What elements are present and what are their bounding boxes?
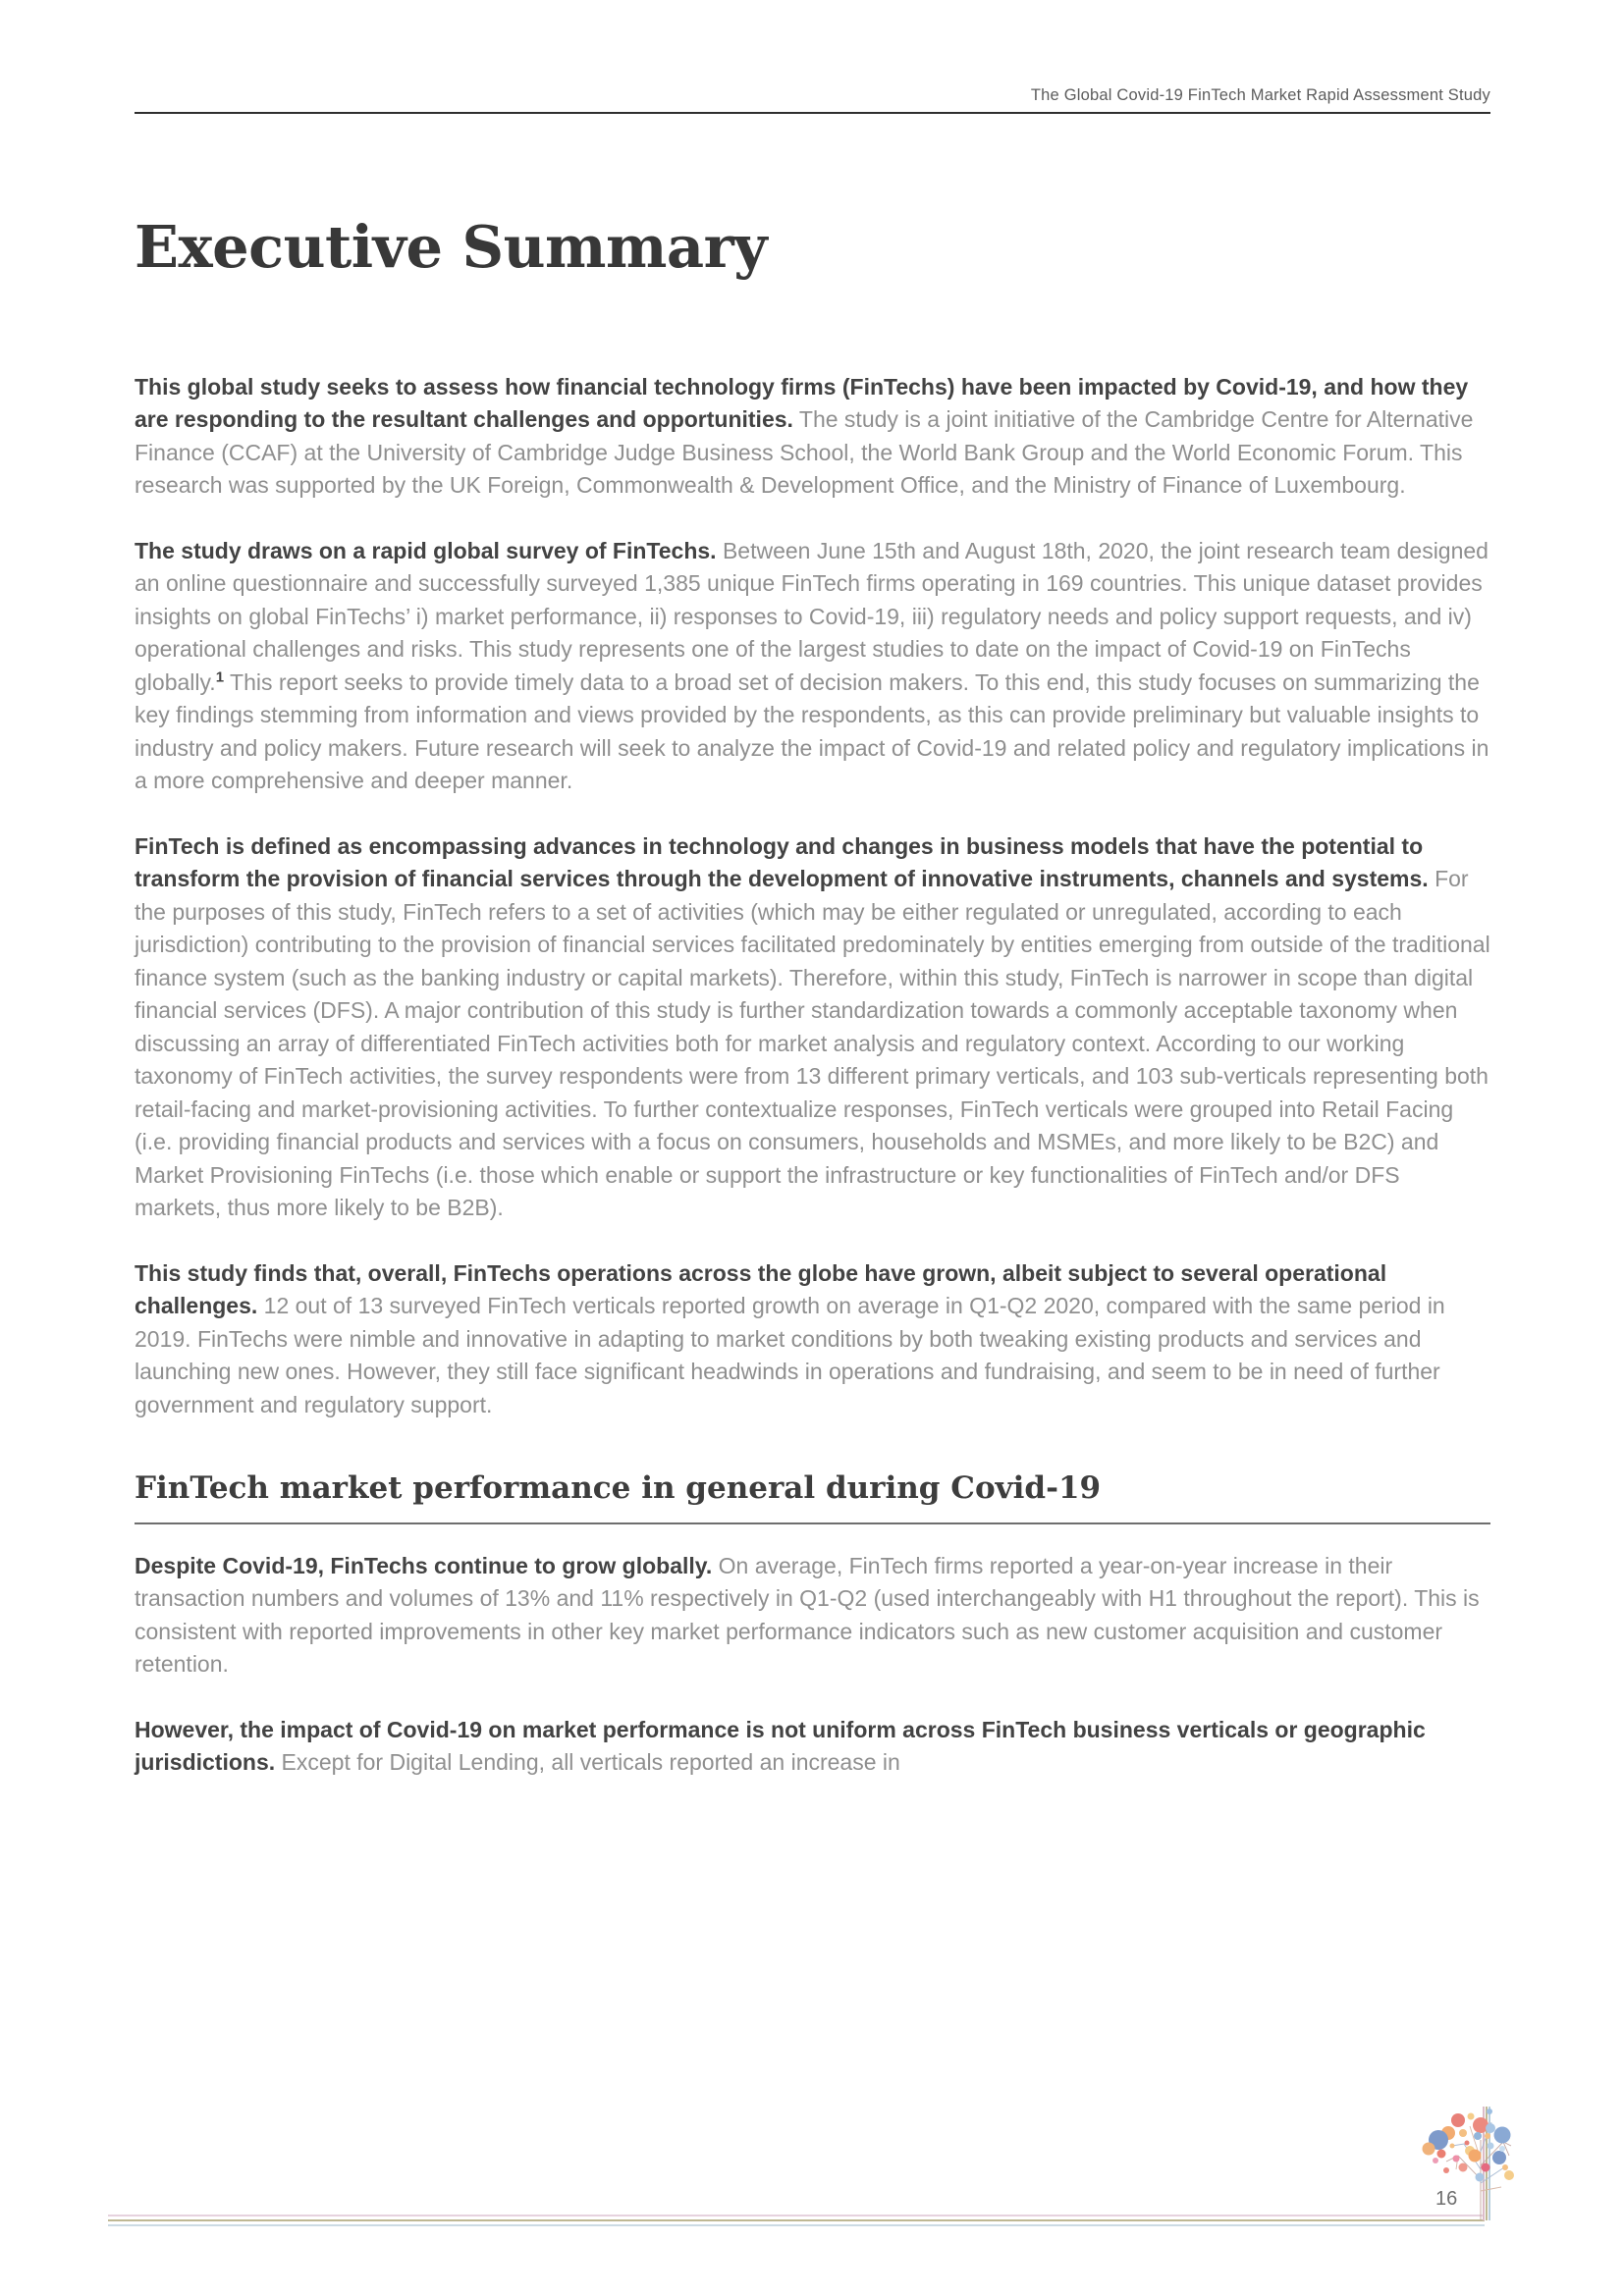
paragraph-body: Except for Digital Lending, all verticals reported an increase in: [281, 1749, 900, 1776]
paragraph-5: [135, 1550, 1490, 1682]
paragraph-body: Between June 15th and August 18th, 2020, the joint research team designed an online questionnaire and successfully surveyed 1,385 unique FinTech firms operating in 169 countries. This unique dataset provides insights on global FinTechs’ i) market performance, ii) responses to Covid-19, iii) regulatory needs and policy support requests, and iv) operational challenges and risks. This study represents one of the largest studies to date on the impact of Covid-19 on FinTechs globally.: [135, 537, 1489, 695]
header-rule: [135, 112, 1490, 114]
page-number: 16: [1435, 2188, 1458, 2210]
paragraph-lead: This study finds that, overall, FinTechs operations across the globe have grown, albeit subject to several operational challenges.: [135, 1259, 1387, 1319]
paragraph-body: On average, FinTech firms reported a year-on-year increase in their transaction numbers and volumes of 13% and 11% respectively in Q1-Q2 (used interchangeably with H1 throughout the report). This is consistent with reported improvements in other key market performance indicators such as new customer acquisition and customer retention.: [135, 1552, 1480, 1678]
page-title: Executive Summary: [135, 213, 767, 281]
paragraph-lead: Despite Covid-19, FinTechs continue to grow globally.: [135, 1552, 713, 1578]
paragraph-body: 12 out of 13 surveyed FinTech verticals reported growth on average in Q1-Q2 2020, compared with the same period in 2019. FinTechs were nimble and innovative in adapting to market conditions by both tweaking existing products and services and launching new ones. However, they still face significant headwinds in operations and fundraising, and seem to be in need of further government and regulatory support.: [135, 1293, 1445, 1417]
footnote-marker: 1: [215, 668, 225, 686]
paragraph-body: This report seeks to provide timely data to a broad set of decision makers. To this end, this study focuses on summarizing the key findings stemming from information and views provided by the respondents, as this can provide preliminary but valuable insights to industry and policy makers. Future research will seek to analyze the impact of Covid-19 and related policy and regulatory implications in a more comprehensive and deeper manner.: [135, 668, 1489, 794]
border-line-blue: [108, 2224, 1485, 2226]
paragraph-lead: This global study seeks to assess how financial technology firms (FinTechs) have been impacted by Covid-19, and how they are responding to the resultant challenges and opportunities.: [135, 373, 1469, 433]
paragraph-body: The study is a joint initiative of the Cambridge Centre for Alternative Finance (CCAF) at the University of Cambridge Judge Business School, the World Bank Group and the World Economic Forum. This research was supported by the UK Foreign, Commonwealth & Development Office, and the Ministry of Finance of Luxembourg.: [135, 406, 1474, 499]
paragraph-lead: FinTech is defined as encompassing advances in technology and changes in business models that have the potential to transform the provision of financial services through the development of innovative instruments, channels and systems.: [135, 832, 1429, 892]
paragraph-6: [135, 1714, 1490, 1780]
paragraph-4: [135, 1257, 1490, 1422]
paragraph-lead: The study draws on a rapid global survey of FinTechs.: [135, 537, 717, 563]
page-content: [135, 214, 1490, 1812]
border-line-tan: [108, 2219, 1485, 2221]
paragraph-1: [135, 371, 1490, 503]
running-header: The Global Covid-19 FinTech Market Rapid Assessment Study: [1030, 86, 1490, 104]
paragraph-body: For the purposes of this study, FinTech refers to a set of activities (which may be either regulated or unregulated, according to each jurisdiction) contributing to the provision of financial services facilitated predominately by entities emerging from outside of the traditional finance system (such as the banking industry or capital markets). Therefore, within this study, FinTech is narrower in scope than digital financial services (DFS). A major contribution of this study is further standardization towards a commonly acceptable taxonomy when discussing an array of differentiated FinTech activities both for market analysis and regulatory context. According to our working taxonomy of FinTech activities, the survey respondents were from 13 different primary verticals, and 103 sub-verticals representing both retail-facing and market-provisioning activities. To further contextualize responses, FinTech verticals were grouped into Retail Facing (i.e. providing financial products and services with a focus on consumers, households and MSMEs, and more likely to be B2C) and Market Provisioning FinTechs (i.e. those which enable or support the infrastructure or key functionalities of FinTech and/or DFS markets, thus more likely to be B2B).: [135, 866, 1490, 1221]
border-line-pink: [108, 2215, 1485, 2216]
section-heading: FinTech market performance in general during Covid-19: [135, 1470, 1490, 1523]
paragraph-2: [135, 535, 1490, 798]
paragraph-lead: However, the impact of Covid-19 on market performance is not uniform across FinTech business verticals or geographic jurisdictions.: [135, 1716, 1426, 1776]
paragraph-3: [135, 830, 1490, 1225]
